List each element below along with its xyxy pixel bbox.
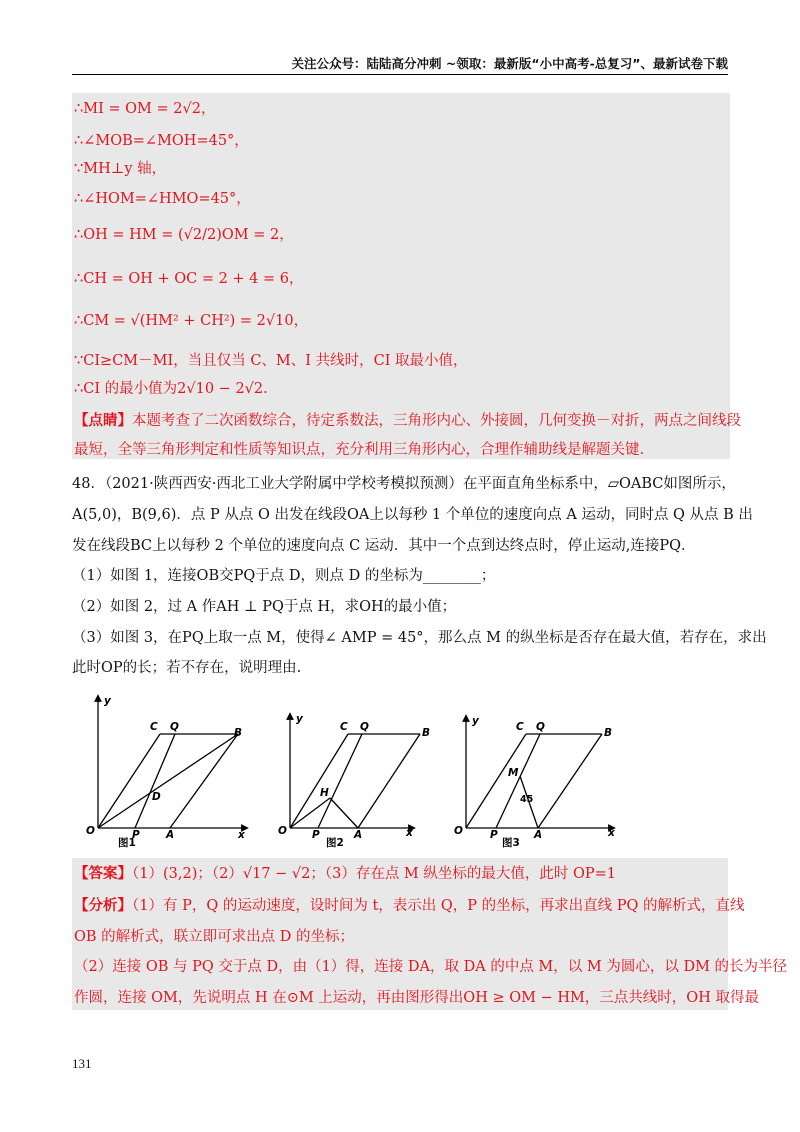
question-3-line-1: （3）如图 3，在PQ上取一点 M，使得∠ AMP = 45°，那么点 M 的纵坐标是否存在最大值，若存在，求出 — [72, 630, 767, 646]
fig1-label-x: x — [238, 829, 245, 841]
analysis-line-1 — [74, 894, 745, 915]
fig2-label-H: H — [320, 787, 329, 799]
fig2-caption: 图2 — [326, 837, 344, 849]
answer-line — [74, 862, 616, 883]
fig2-label-P: P — [312, 829, 320, 841]
solution-line-3: ∵MH⊥y 轴， — [74, 161, 167, 177]
fig1-label-P: P — [132, 829, 140, 841]
fig2-label-A: A — [354, 829, 363, 841]
question-1: （1）如图 1，连接OB交PQ于点 D，则点 D 的坐标为________； — [72, 568, 496, 584]
analysis-line-3: （2）连接 OB 与 PQ 交于点 D，由（1）得，连接 DA，取 DA 的中点 M，以 M 为圆心，以 DM 的长为半径 — [74, 959, 788, 975]
fig3-label-A: A — [534, 829, 543, 841]
fig3-label-Q: Q — [536, 721, 545, 733]
fig3-label-y: y — [472, 715, 479, 727]
analysis-line-2: OB 的解析式，联立即可求出点 D 的坐标； — [74, 929, 354, 945]
solution-line-5: ∴OH = HM = (√2/2)OM = 2， — [74, 227, 294, 243]
fig2-label-O: O — [278, 825, 287, 837]
answer-tag: 【答案】 — [74, 865, 132, 882]
answer-text: （1）(3,2)；（2）√17 − √2；（3）存在点 M 纵坐标的最大值，此时 OP=1 — [132, 866, 617, 882]
fig1-label-O: O — [86, 825, 95, 837]
analysis-tag: 【分析】 — [74, 897, 132, 914]
solution-line-9: ∴CI 的最小值为2√10 − 2√2. — [74, 381, 268, 397]
fig3-label-x: x — [608, 827, 615, 839]
fig3-caption: 图3 — [502, 837, 520, 849]
fig1-label-D: D — [152, 791, 161, 803]
dianping-line-2: 最短，全等三角形判定和性质等知识点，充分利用三角形内心，合理作辅助线是解题关键. — [74, 442, 645, 458]
figure-3 — [466, 718, 612, 828]
figures-row — [80, 690, 640, 850]
fig2-label-Q: Q — [360, 721, 369, 733]
problem-line-3: 发在线段BC上以每秒 2 个单位的速度向点 C 运动．其中一个点到达终点时，停止运动,连接PQ． — [72, 538, 696, 554]
fig3-label-P: P — [490, 829, 498, 841]
page-header: 关注公众号：陆陆高分冲刺 ~领取：最新版“小中高考-总复习”、最新试卷下载 — [291, 56, 728, 71]
fig1-label-y: y — [104, 695, 111, 707]
fig2-label-C: C — [340, 721, 348, 733]
analysis-text-1: （1）有 P，Q 的运动速度，设时间为 t，表示出 Q，P 的坐标，再求出直线 PQ 的解析式，直线 — [132, 898, 745, 914]
fig3-angle-label: 45 — [520, 794, 534, 805]
solution-line-7: ∴CM = √(HM² + CH²) = 2√10， — [74, 313, 309, 329]
fig1-label-A: A — [166, 829, 175, 841]
solution-line-6: ∴CH = OH + OC = 2 + 4 = 6， — [74, 271, 304, 287]
dianping-line-1 — [74, 409, 741, 430]
problem-line-1: 48．（2021·陕西西安·西北工业大学附属中学校考模拟预测）在平面直角坐标系中，▱OABC如图所示， — [72, 476, 736, 492]
fig2-label-x: x — [406, 827, 413, 839]
fig2-label-B: B — [422, 727, 431, 739]
fig3-label-M: M — [508, 767, 519, 779]
solution-block — [72, 93, 741, 459]
question-3-line-2: 此时OP的长；若不存在，说明理由. — [72, 660, 302, 676]
solution-line-1: ∴MI = OM = 2√2， — [74, 101, 216, 117]
fig3-label-B: B — [604, 727, 613, 739]
solution-line-8: ∵CI≥CM－MI，当且仅当 C、M、I 共线时，CI 取最小值， — [74, 353, 468, 369]
fig3-label-O: O — [454, 825, 463, 837]
figure-1 — [98, 698, 245, 828]
dianping-text-1: 本题考查了二次函数综合，待定系数法，三角形内心、外接圆，几何变换－对折，两点之间线段 — [132, 413, 741, 429]
fig1-label-Q: Q — [170, 721, 179, 733]
dianping-tag: 【点睛】 — [74, 412, 132, 429]
analysis-line-4: 作圆，连接 OM，先说明点 H 在⊙M 上运动，再由图形得出OH ≥ OM − HM，三点共线时，OH 取得最 — [74, 990, 759, 1006]
solution-line-4: ∴∠HOM=∠HMO=45°， — [74, 191, 251, 207]
answer-analysis-block — [72, 858, 788, 1010]
header-rule — [72, 74, 728, 75]
fig1-caption: 图1 — [118, 837, 136, 849]
question-2: （2）如图 2，过 A 作AH ⊥ PQ于点 H，求OH的最小值； — [72, 599, 457, 615]
fig3-label-C: C — [516, 721, 524, 733]
figure-2 — [290, 716, 420, 828]
fig1-label-C: C — [150, 721, 158, 733]
problem-line-2: A(5,0)，B(9,6)．点 P 从点 O 出发在线段OA上以每秒 1 个单位的速度向点 A 运动，同时点 Q 从点 B 出 — [72, 507, 753, 523]
fig1-label-B: B — [234, 727, 243, 739]
page-number: 131 — [72, 1056, 92, 1071]
solution-line-2: ∴∠MOB=∠MOH=45°， — [74, 133, 249, 149]
fig2-label-y: y — [296, 713, 303, 725]
